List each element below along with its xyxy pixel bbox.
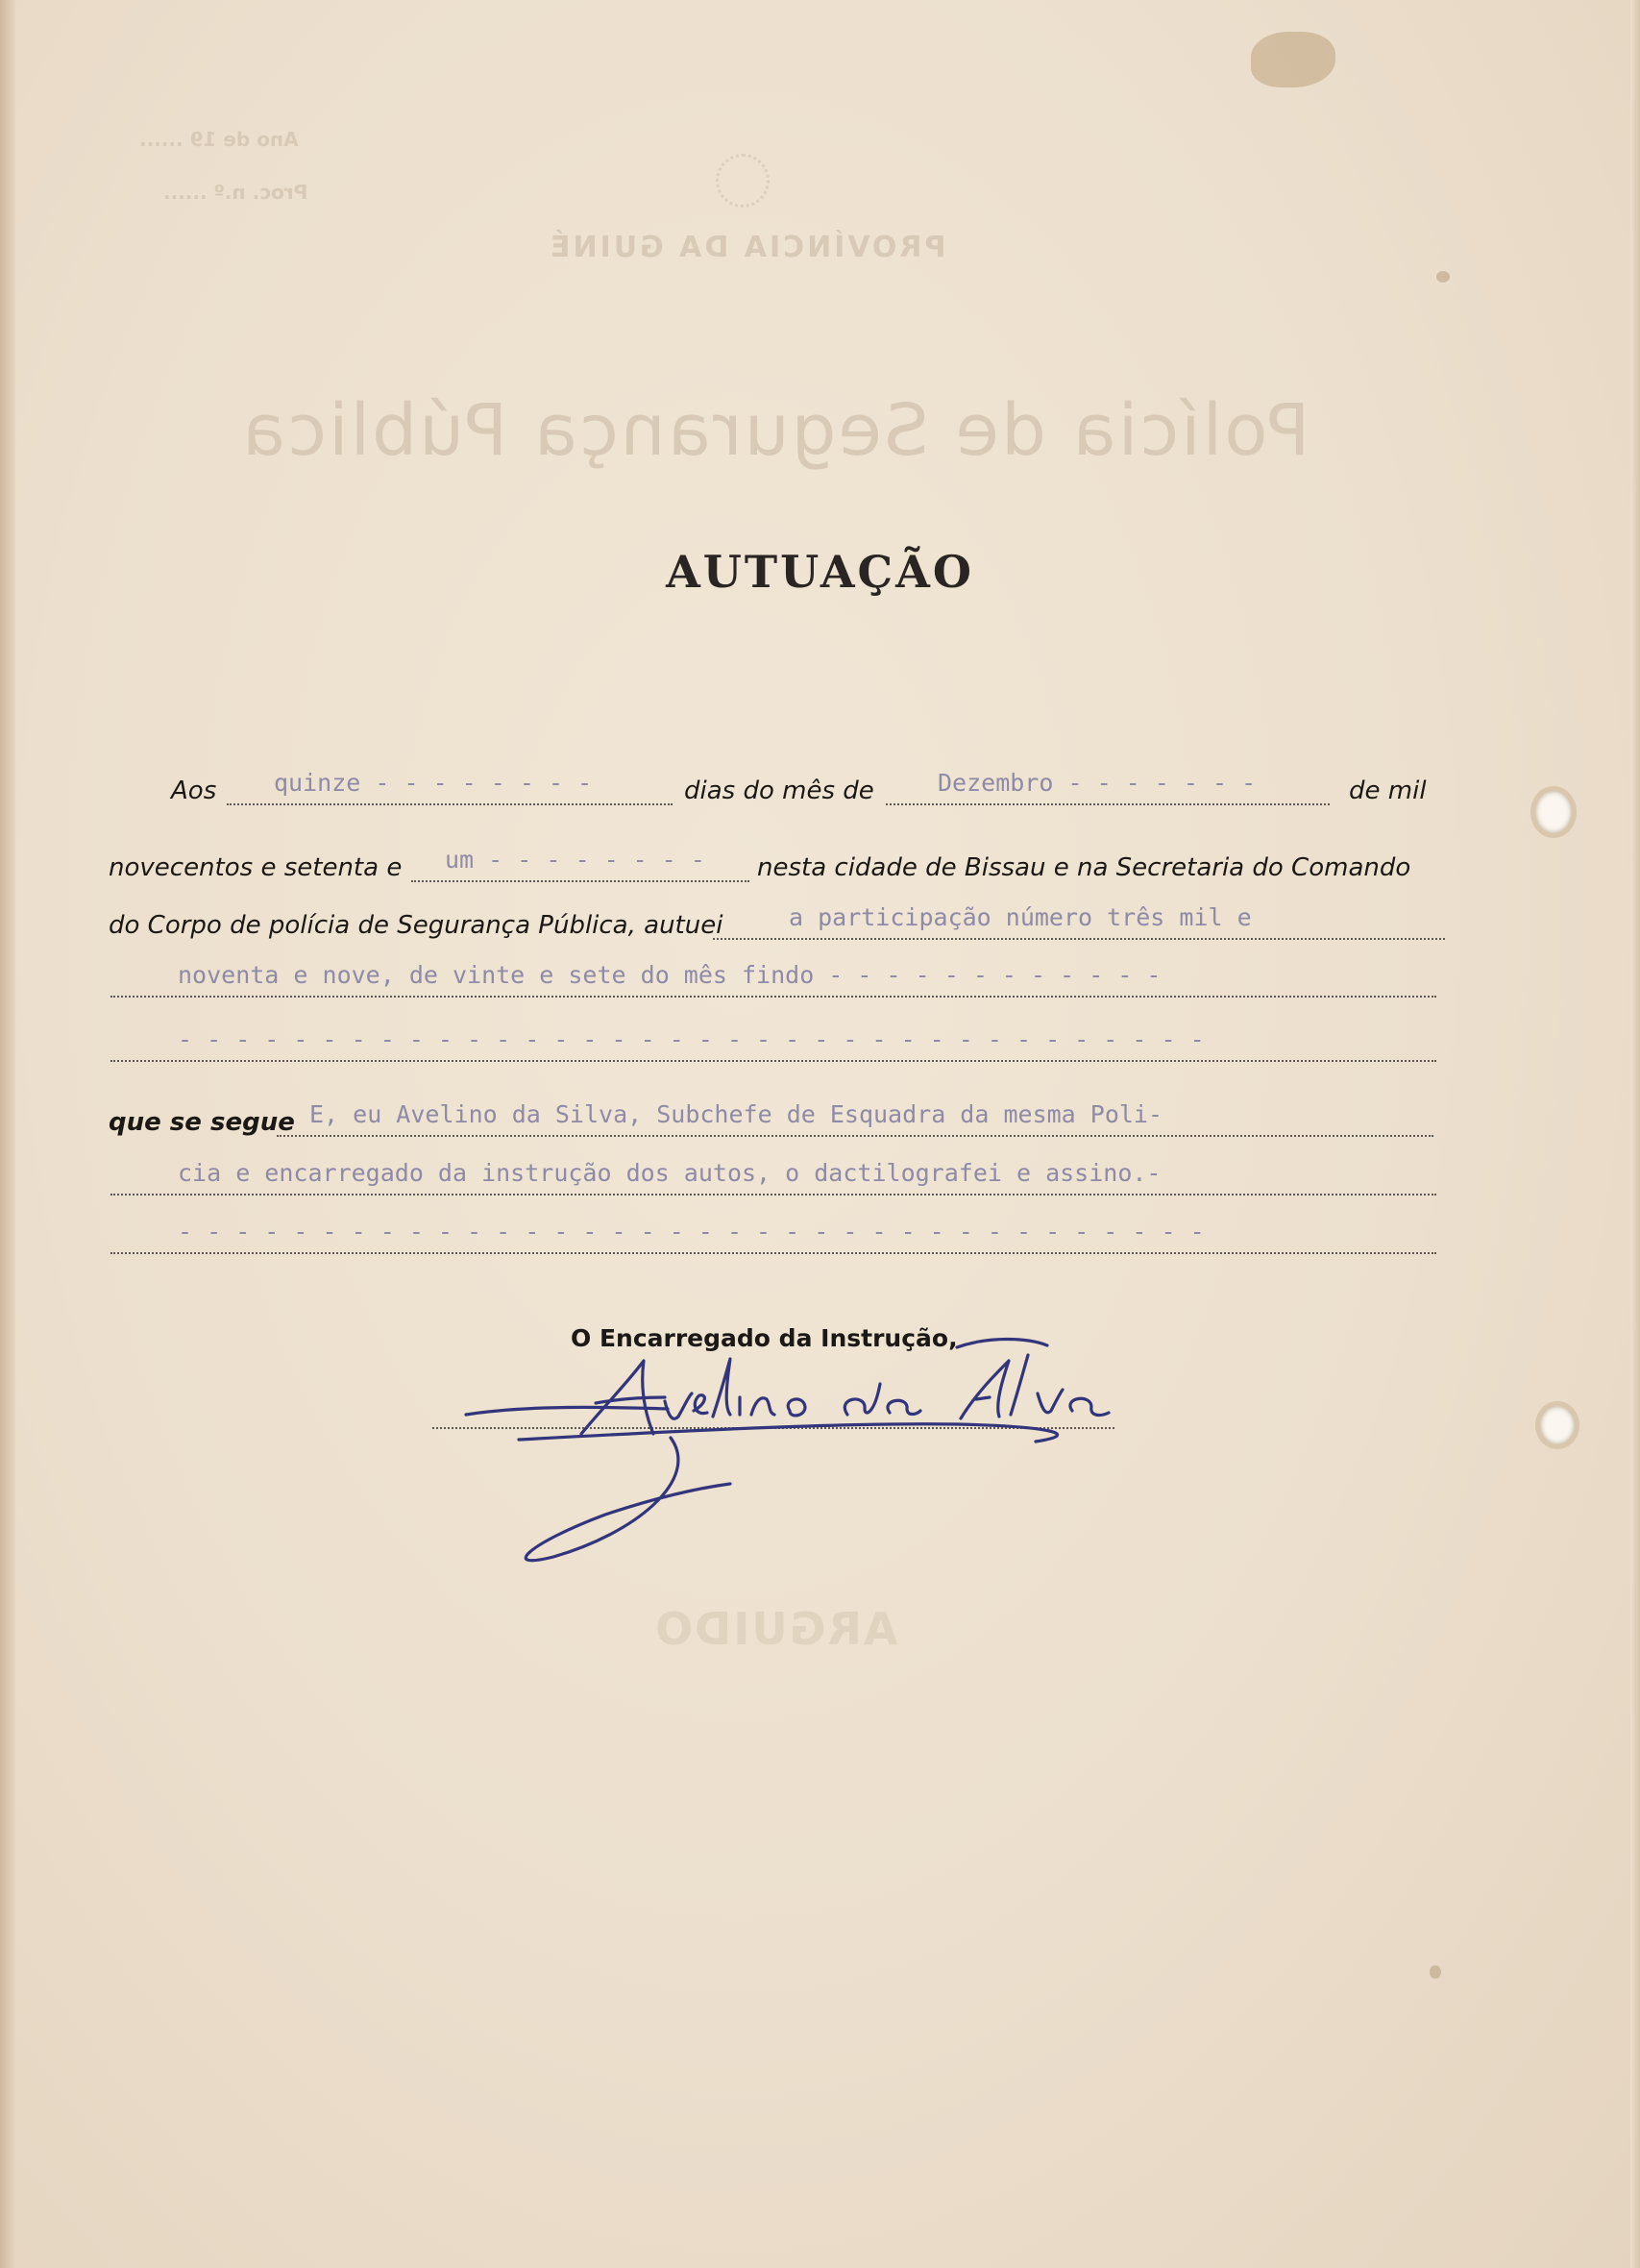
handwritten-signature [413, 1326, 1143, 1615]
label-aos: Aos [171, 777, 217, 805]
dotted-rule [227, 803, 673, 805]
form-line-5 [106, 1025, 1436, 1075]
continuation-line-2: - - - - - - - - - - - - - - - - - - - - - - - - - - - - - - - - - - - - [178, 1025, 1205, 1053]
label-do-corpo: do Corpo de polícia de Segurança Pública, autuei [109, 911, 723, 940]
dotted-rule [110, 1252, 1436, 1254]
ghost-crest-emblem [716, 154, 770, 208]
form-line-4 [106, 961, 1436, 1011]
ghost-process-field: Proc. n.º ...... [163, 181, 308, 204]
continuation-line-4: - - - - - - - - - - - - - - - - - - - - - - - - - - - - - - - - - - - - [178, 1218, 1205, 1245]
form-line-6 [106, 1100, 1436, 1150]
label-novecentos: novecentos e setenta e [109, 853, 403, 882]
signature-label: O Encarregado da Instrução, [571, 1324, 958, 1352]
ghost-arguido-heading: ARGUIDO [653, 1603, 898, 1655]
form-line-1 [106, 769, 1436, 819]
dotted-rule [110, 1194, 1436, 1196]
form-line-7 [106, 1159, 1436, 1209]
ghost-province-heading: PROVÍNCIA DA GUINÉ [548, 231, 946, 264]
form-line-8 [106, 1218, 1436, 1268]
continuation-line-3: cia e encarregado da instrução dos autos, o dactilografei e assino.- [178, 1159, 1162, 1187]
label-dias-do-mes: dias do mês de [684, 777, 874, 805]
day-value: quinze - - - - - - - - [274, 769, 593, 797]
dotted-rule [411, 880, 749, 882]
dotted-rule [110, 996, 1436, 998]
form-line-2 [106, 846, 1436, 896]
punch-hole-upper [1535, 791, 1572, 833]
dotted-rule [886, 803, 1330, 805]
dotted-rule [713, 938, 1445, 940]
stain-spot [1430, 1965, 1441, 1979]
continuation-line-1: noventa e nove, de vinte e sete do mês findo - - - - - - - - - - - - [178, 961, 1162, 989]
dotted-rule [277, 1135, 1433, 1137]
paper-right-edge [1630, 0, 1640, 2268]
ghost-year-field: Ano de 19 ...... [139, 128, 299, 151]
autuei-value: a participação número três mil e [789, 903, 1252, 931]
paper-left-edge [0, 0, 15, 2268]
dotted-rule [110, 1060, 1436, 1062]
label-que-se-segue: que se segue [109, 1108, 295, 1137]
label-de-mil: de mil [1349, 777, 1427, 805]
year-value: um - - - - - - - - [445, 846, 705, 874]
ghost-police-heading: Polícia de Segurança Pública [240, 389, 1310, 472]
punch-hole-lower [1540, 1406, 1575, 1444]
document-title: AUTUAÇÃO [666, 546, 974, 598]
segue-value: E, eu Avelino da Silva, Subchefe de Esquadra da mesma Poli- [309, 1100, 1163, 1128]
label-nesta-cidade: nesta cidade de Bissau e na Secretaria do Comando [757, 853, 1411, 882]
form-line-3 [106, 903, 1436, 953]
paper-tear-mark [1251, 32, 1335, 87]
stain-spot [1436, 271, 1450, 283]
month-value: Dezembro - - - - - - - [938, 769, 1257, 797]
